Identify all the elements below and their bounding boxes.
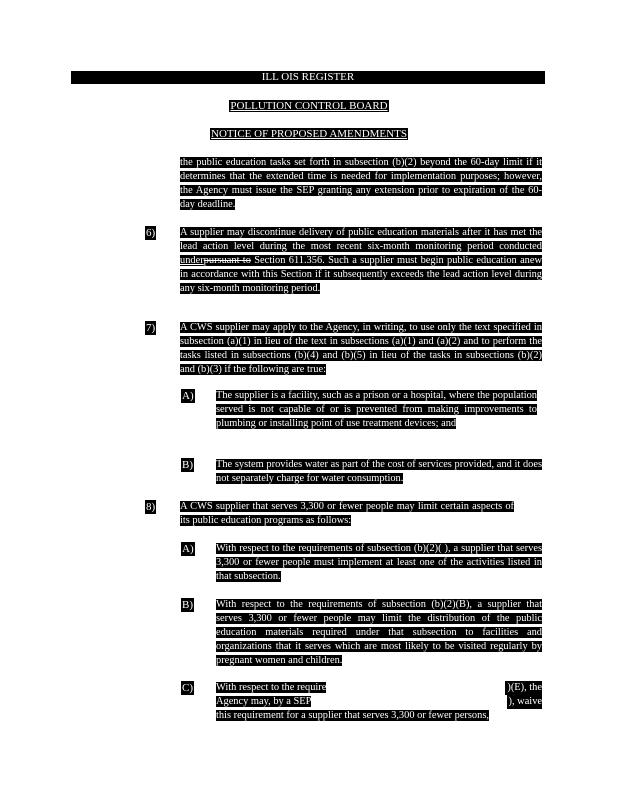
inserted-text: under <box>180 255 204 266</box>
paragraph-7b: The system provides water as part of the cost of services provided, and it does not separately charge for water consumption. <box>216 459 542 484</box>
paragraph-5-continuation: the public education tasks set forth in subsection (b)(2) beyond the 60-day limit if it determines that the extended time is needed for implementation purposes; however, the Agency must issue the SEP granting any extension prior to expiration of the 60-day deadline. <box>180 157 542 210</box>
notice-title: NOTICE OF PROPOSED AMENDMENTS <box>211 128 407 140</box>
paragraph-7: A CWS supplier may apply to the Agency, in writing, to use only the text specified in subsection (a)(1) in lieu of the text in subsections (a)(1) and (a)(2) and to perform the tasks listed in subsections (b)(4) and (b)(5) in lieu of the tasks in subsections (b)(2) and (b)(3) if the following are true: <box>180 322 542 375</box>
paragraph-8c: With respect to the require )(E), the Agency may, by a SEP ), waive this requirement for a supplier that serves 3,300 or fewer persons, <box>216 682 542 721</box>
paragraph-8-label: 8) <box>146 501 156 513</box>
paragraph-7b-label: B) <box>182 459 193 471</box>
paragraph-7a: The supplier is a facility, such as a prison or a hospital, where the population served is not capable of or is prevented from making improvements to plumbing or installing point of use treatment devices; and <box>216 390 537 429</box>
paragraph-7-label: 7) <box>146 322 156 334</box>
paragraph-8c-label: C) <box>182 682 193 694</box>
paragraph-8a-label: A) <box>182 543 194 555</box>
paragraph-7a-label: A) <box>182 390 194 402</box>
paragraph-8: A CWS supplier that serves 3,300 or fewer people may limit certain aspects of its public education programs as follows: <box>180 501 514 526</box>
paragraph-8b-label: B) <box>182 599 193 611</box>
paragraph-6: A supplier may discontinue delivery of public education materials after it has met the lead action level during the most recent six-month monitoring period conducted underpursuant to Section 611.356. Such a supplier must begin public education anew in accordance with this Section if it subsequently exceeds the lead action level during any six-month monitoring period. <box>180 227 542 294</box>
paragraph-8b: With respect to the requirements of subsection (b)(2)(B), a supplier that serves 3,300 or fewer people may limit the distribution of the public education materials required under that subsection to facilities and organizations that it serves which are most likely to be visited regularly by pregnant women and children. <box>216 599 542 666</box>
deleted-text: pursuant to <box>203 255 251 266</box>
paragraph-6-label: 6) <box>146 227 156 239</box>
register-header: ILL OIS REGISTER <box>71 71 545 84</box>
board-title: POLLUTION CONTROL BOARD <box>230 100 388 112</box>
paragraph-8a: With respect to the requirements of subsection (b)(2)( ), a supplier that serves 3,300 or fewer people must implement at least one of the activities listed in that subsection. <box>216 543 542 582</box>
